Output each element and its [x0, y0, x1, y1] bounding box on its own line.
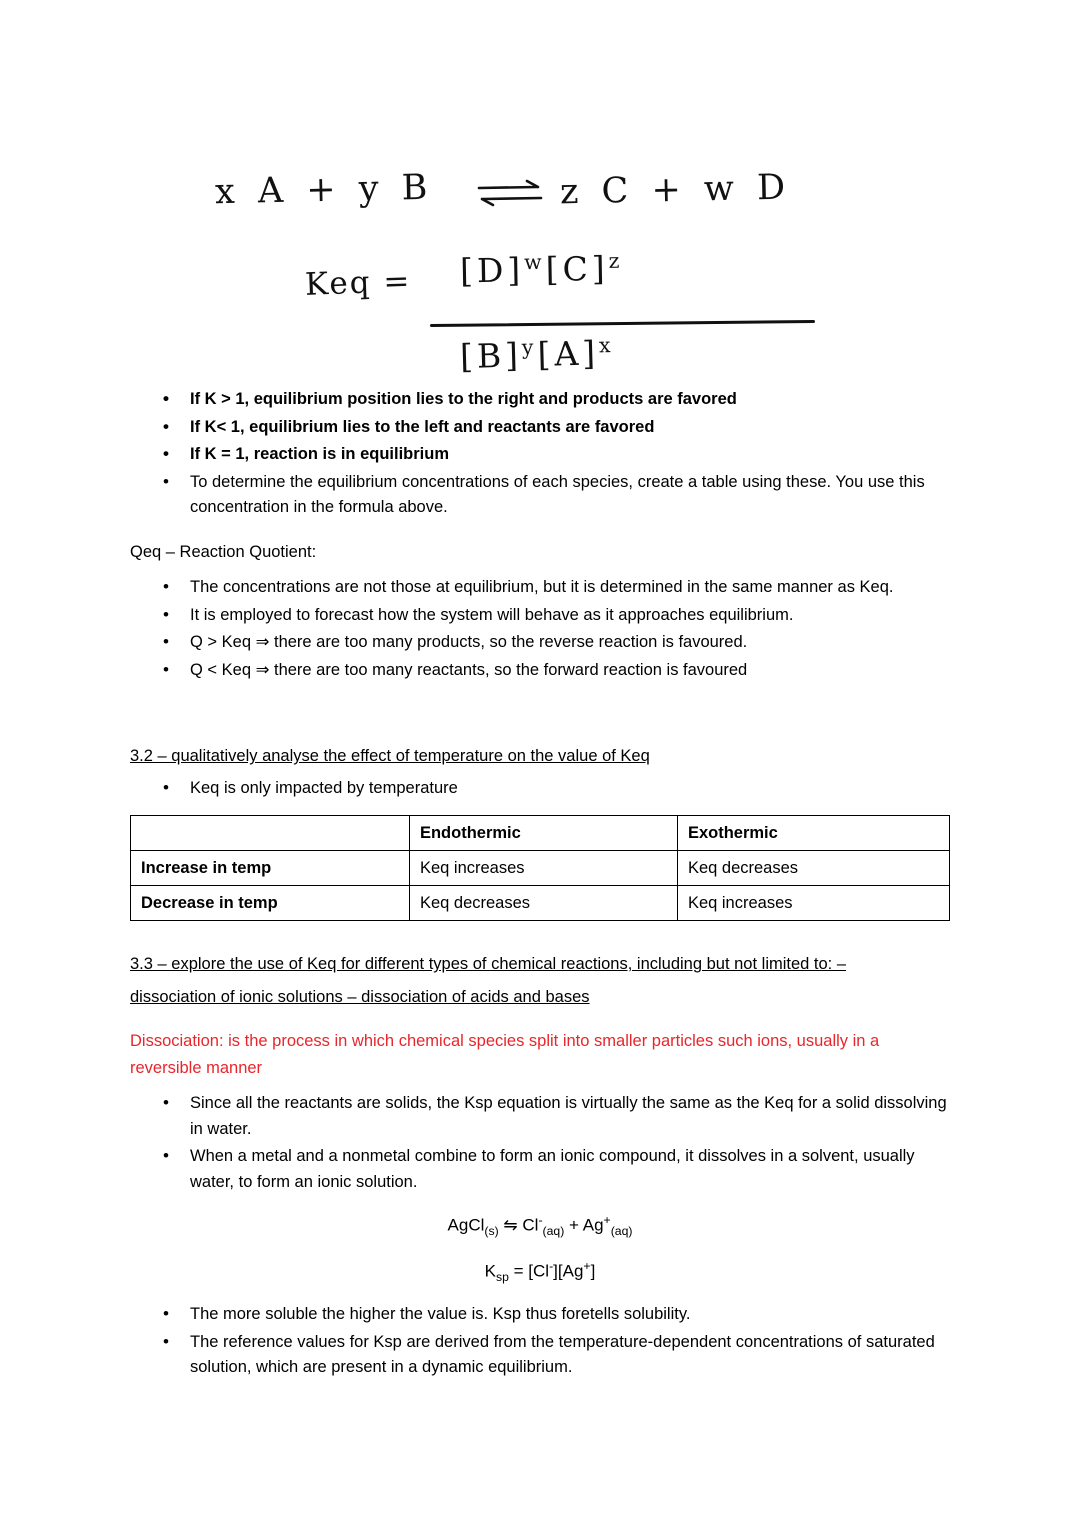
section-heading-3-2: 3.2 – qualitatively analyse the effect of temperature on the value of Keq: [130, 747, 650, 766]
numerator-exp-2: z: [608, 248, 624, 273]
handwritten-denominator: [460, 333, 616, 376]
spacer: [130, 685, 950, 743]
list-item: • Q < Keq ⇒ there are too many reactants, so the forward reaction is favoured: [130, 658, 950, 684]
document-content: [130, 150, 950, 1383]
list-item: • To determine the equilibrium concentrations of each species, create a table using these. You use this concentration in the formula above.: [130, 470, 950, 521]
table-header-cell-blank: [131, 816, 410, 851]
chem-sub: (s): [484, 1224, 499, 1239]
table-header-cell-exothermic: Exothermic: [677, 816, 949, 851]
ksp-expr-part-3: ]: [590, 1261, 596, 1281]
denominator-term-2: [A]: [537, 333, 600, 374]
chemical-equation-agcl: [130, 1211, 950, 1240]
list-item: • Q > Keq ⇒ there are too many products, so the reverse reaction is favoured.: [130, 630, 950, 656]
chem-charge: +: [603, 1213, 611, 1228]
chem-product-2: Ag: [582, 1215, 604, 1235]
list-item: • The reference values for Ksp are derived from the temperature-dependent concentrations of saturated solution, which are present in a dynamic equilibrium.: [130, 1330, 950, 1381]
list-item: • It is employed to forecast how the system will behave as it approaches equilibrium.: [130, 603, 950, 629]
chem-plus: +: [569, 1215, 579, 1235]
numerator-exp-1: w: [523, 249, 546, 275]
chem-charge: -: [538, 1213, 543, 1228]
handwritten-equation-block: [130, 150, 950, 385]
denominator-exp-2: x: [598, 332, 615, 358]
chem-species: AgCl: [447, 1215, 485, 1235]
list-item: • If K< 1, equilibrium lies to the left and reactants are favored: [130, 415, 950, 441]
chem-product-1: Cl: [522, 1215, 539, 1235]
fraction-bar: [430, 320, 815, 327]
chem-equilibrium-arrow-icon: ⇋: [503, 1215, 518, 1235]
chem-sub: (aq): [542, 1224, 565, 1239]
chemical-equation-ksp: [130, 1257, 950, 1286]
chem-charge: -: [549, 1258, 554, 1273]
handwritten-keq-label: Keq =: [304, 263, 412, 303]
table-cell-row-label: Decrease in temp: [131, 886, 410, 921]
list-item: • If K > 1, equilibrium position lies to the right and products are favored: [130, 387, 950, 413]
qeq-bullet-list: [130, 575, 950, 683]
list-item: • The concentrations are not those at equilibrium, but it is determined in the same manner as Keq.: [130, 575, 950, 601]
table-header-cell-endothermic: Endothermic: [409, 816, 677, 851]
temperature-effect-table: [130, 815, 950, 921]
chem-charge: +: [583, 1258, 591, 1273]
table-cell: Keq decreases: [677, 851, 949, 886]
table-row: [131, 851, 950, 886]
table-cell: Keq increases: [677, 886, 949, 921]
handwritten-numerator: [460, 249, 624, 291]
handwritten-reaction-right: z C + w D: [559, 167, 792, 213]
section-heading-3-3-line1: 3.3 – explore the use of Keq for different types of chemical reactions, including but not limited to: –: [130, 955, 847, 974]
list-item: • If K = 1, reaction is in equilibrium: [130, 442, 950, 468]
section-heading-3-3-line2: dissociation of ionic solutions – dissociation of acids and bases: [130, 987, 590, 1006]
table-header-row: [131, 816, 950, 851]
numerator-term-2: [C]: [545, 248, 610, 289]
denominator-exp-1: y: [521, 335, 538, 360]
handwritten-reaction-left: x A + y B: [214, 167, 434, 213]
dissociation-definition: Dissociation: is the process in which chemical species split into smaller particles such ions, usually in a reversible manner: [130, 1032, 880, 1077]
qeq-heading: Qeq – Reaction Quotient:: [130, 542, 317, 561]
ksp-bullet-list-bottom: [130, 1302, 950, 1381]
numerator-term-1: [D]: [459, 250, 525, 291]
ksp-subscript: sp: [496, 1269, 509, 1284]
section-3-2-bullet-list: [130, 776, 950, 802]
ksp-expr-part-2: ][Ag: [553, 1261, 584, 1281]
table-row: [131, 886, 950, 921]
k-value-bullet-list: [130, 387, 950, 468]
equilibrium-arrow-icon: [475, 178, 545, 208]
list-item: • When a metal and a nonmetal combine to form an ionic compound, it dissolves in a solvent, usually water, to form an ionic solution.: [130, 1144, 950, 1195]
spacer: [130, 921, 950, 951]
denominator-term-1: [B]: [459, 335, 523, 377]
table-cell: Keq decreases: [409, 886, 677, 921]
table-cell-row-label: Increase in temp: [131, 851, 410, 886]
equilibrium-table-note-list: [130, 470, 950, 521]
chem-sub: (aq): [610, 1224, 633, 1239]
ksp-bullet-list-top: [130, 1091, 950, 1195]
list-item: • The more soluble the higher the value is. Ksp thus foretells solubility.: [130, 1302, 950, 1328]
ksp-symbol: K: [484, 1261, 497, 1281]
list-item: • Keq is only impacted by temperature: [130, 776, 950, 802]
ksp-expr-part-1: = [Cl: [508, 1261, 550, 1281]
table-cell: Keq increases: [409, 851, 677, 886]
list-item: • Since all the reactants are solids, the Ksp equation is virtually the same as the Keq for a solid dissolving in water.: [130, 1091, 950, 1142]
